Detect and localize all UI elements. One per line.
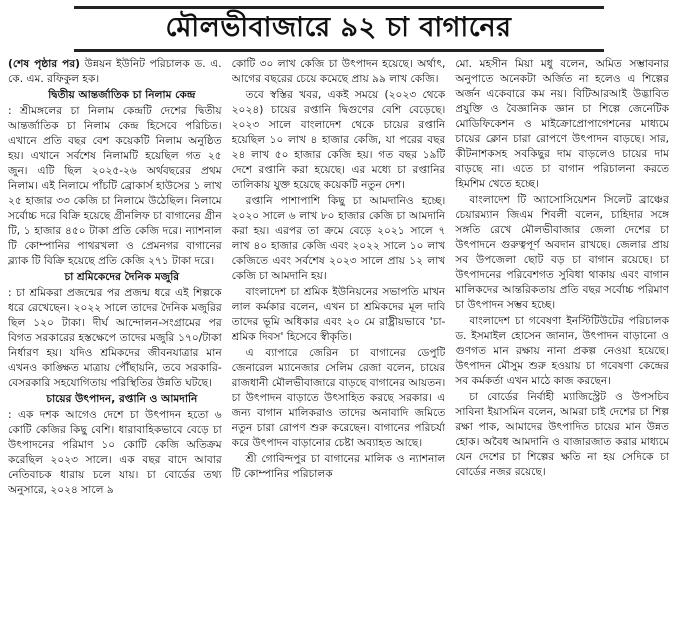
- paragraph: : এক দশক আগেও দেশে চা উৎপাদন হতো ৬ কোটি কেজির কিছু বেশি। ধারাবাহিকভাবে বেড়ে চা উৎপাদনের পরিমাণ ১০ কোটি কেজি অতিক্রম করেছিল ২০২৩ সালে। এক বছর বাদে আবার নেতিবাচক ধারায় চলে যায়। চা বোর্ডের তথ্য অনুসারে, ২০২৪ সালে ৯: [8, 409, 222, 496]
- column-3: [455, 57, 669, 627]
- subheading: দ্বিতীয় আন্তর্জাতিক চা নিলাম কেন্দ্র: [48, 89, 196, 101]
- paragraph: : চা শ্রমিকরা প্রজন্মের পর প্রজন্ম ধরে এই শিল্পকে ধরে রেখেছেন। ২০২২ সালে তাদের দৈনিক মজুরির ছিল ১২০ টাকা। দীর্ঘ আন্দোলন-সংগ্রামের পর বিগত সরকারের হস্তক্ষেপে তাদের মজুরি ১৭০/টাকা নির্ধারণ হয়। যদিও শ্রমিকদের জীবনযাত্রার মান এখনও কাঙ্ক্ষিত মাত্রায় পৌঁছায়নি, তবে সরকারি-বেসরকারি সহযোগিতায় পরিস্থিতির উন্নতি ঘটছে।: [8, 287, 222, 389]
- paragraph: শ্রী গোবিন্দপুর চা বাগানের মালিক ও ন্যাশনাল টি কোম্পানির পরিচালক: [231, 453, 446, 480]
- subheading: চা শ্রমিকেদের দৈনিক মজুরি: [64, 271, 180, 283]
- column-2: [232, 57, 446, 627]
- column-1: [8, 57, 222, 627]
- subheading: চায়ের উৎপাদন, রপ্তানি ও আমদানি: [46, 393, 198, 405]
- paragraph-text: উন্নয়ন ইউনিট পরিচালক ড. এ. কে. এম. রফিকুল হক।: [8, 58, 222, 85]
- paragraph: রপ্তানি পাশাপাশি কিছু চা আমদানিও হচ্ছে। ২০২০ সালে ৬ লাখ ৮০ হাজার কেজি চা আমদানি করা হয়। এরপর তা ক্রমে বেড়ে ২০২১ সালে ৭ লাখ ৪০ হাজার কেজি এবং ২০২২ সালে ১০ লাখ কেজিতে এবং সর্বশেষ ২০২৩ সালে প্রায় ১২ লাখ কেজি চা আমদানি হয়।: [231, 195, 446, 282]
- paragraph: মো. মহসীন মিয়া মধু বলেন, অমিত সম্ভাবনার অনুপাতে অনেকটা অর্জিত না হলেও এ শিল্পের অর্জন একেবারে কম নয়। বিটিআরআই উদ্ভাবিত প্রযুক্তি ও বৈজ্ঞানিক জ্ঞান চা শিল্পে জেনেটিক মোডিফিকেশন ও মাইক্রোপ্রোপাগেশনের মাধ্যমে চায়ের ক্লোন চারা রোপণে উৎপাদন বাড়ছে। সার, কীটনাশকসহ সবকিছুর দাম বাড়লেও চায়ের দাম বাড়ছে না। এতে চা বাগান পরিচালনা করতে হিমশিম খেতে হচ্ছে।: [455, 58, 670, 190]
- paragraph: কোটি ৩০ লাখ কেজি চা উৎপাদন হয়েছে। অর্থাৎ, আগের বছরের চেয়ে কমেছে প্রায় ৯৯ লাখ কেজি।: [231, 58, 446, 85]
- article-columns: [8, 57, 669, 627]
- paragraph: বাংলাদেশ চা শ্রমিক ইউনিয়নের সভাপতি মাখন লাল কর্মকার বলেন, এখন চা শ্রমিকদের মূল দাবি তাদের ভূমি অধিকার এবং ২০ মে রাষ্ট্রীয়ভাবে 'চা-শ্রমিক দিবস' হিসেবে স্বীকৃতি।: [231, 286, 446, 343]
- continuation-tag: (শেষ পৃষ্ঠার পর): [8, 58, 81, 70]
- paragraph: তবে স্বস্তির খবর, একই সময়ে (২০২৩ থেকে ২০২৪) চায়ের রপ্তানি দ্বিগুণের বেশি বেড়েছে। ২০২৩ সালে বাংলাদেশ থেকে চায়ের রপ্তানি হয়েছিল ১০ লাখ ৪ হাজার কেজি, যা পরের বছর ২৪ লাখ ৫০ হাজার কেজি হয়। গত বছর ১৯টি দেশে রপ্তানি করা হয়েছে। এর মধ্যে চা রপ্তানির তালিকায় যুক্ত হয়েছে কয়েকটি নতুন দেশ।: [231, 89, 446, 191]
- paragraph: : শ্রীমঙ্গলের চা নিলাম কেন্দ্রটি দেশের দ্বিতীয় আন্তর্জাতিক চা নিলাম কেন্দ্র হিসেবে পরিচিত। এখানে প্রতি বছর বেশ কয়েকটি নিলাম অনুষ্ঠিত হয়। এখানে সর্বশেষ নিলামটি হয়েছিল গত ২৫ জুন। এটি ছিল ২০২৫-২৬ অর্থবছরের প্রথম নিলাম। এই নিলামে পাঁচটি ব্রোকার্স হাউসের ১ লাখ ২৫ হাজার ৩৩ কেজি চা নিলামে উঠেছিল। নিলামে সর্বোচ্চ দরে বিক্রি হয়েছে গ্রীনলিফ চা বাগানের গ্রীন টি, ১ হাজার ৪৫০ টাকা প্রতি কেজি দরে। ন্যাশনাল টি কোম্পানির পাথরখলা ও প্রেমনগর বাগানের ব্ল্যাক টি বিক্রি হয়েছে প্রতি কেজি ২৭১ টাকা দরে।: [8, 105, 222, 267]
- paragraph: এ ব্যাপারে জেরিন চা বাগানের ডেপুটি জেনারেল ম্যানেজার সেলিম রেজা বলেন, চায়ের রাজধানী মৌলভীবাজারে বাড়ছে বাগানের আয়তন। চা উৎপাদন বাড়াতে উৎসাহিত করছে সরকার। এ জন্য বাগান মালিকরাও তাদের অনাবাদি জমিতে নতুন চারা রোপণ শুরু করেছেন। বাগানের পরিচর্যা করে উৎপাদন বাড়ানোর চেষ্টা অব্যাহত আছে।: [231, 347, 446, 449]
- paragraph: বাংলাদেশ চা গবেষণা ইনস্টিটিউটের পরিচালক ড. ইসমাইল হোসেন জানান, উৎপাদন বাড়ানো ও গুণগত মান রক্ষায় নানা প্রকল্প নেওয়া হয়েছে। উৎপাদন মৌসুম শুরু হওয়ায় চা গবেষণা কেন্দ্রের সব কর্মকর্তা এখন মাঠে কাজ করছেন।: [455, 315, 670, 387]
- article-headline: মৌলভীবাজারে ৯২ চা বাগানের: [165, 11, 512, 43]
- paragraph: চা বোর্ডের নির্বাহী ম্যাজিস্ট্রেট ও উপসচিব সাবিনা ইয়াসমিন বলেন, আমরা চাই দেশের চা শিল্প রক্ষা পাক, আমাদের উৎপাদিত চায়ের মান উন্নত হোক। অবৈধ আমদানি ও বাজারজাত করার মাধ্যমে যেন দেশের চা শিল্পের ক্ষতি না হয় সেদিকে চা বোর্ডের নজর রয়েছে।: [455, 391, 670, 478]
- paragraph: [8, 57, 222, 87]
- headline-box: [74, 6, 604, 52]
- paragraph: বাংলাদেশ টি অ্যাসোসিয়েশন সিলেট ব্রাঞ্চের চেয়ারম্যান জিএম শিবলী বলেন, চাহিদার সঙ্গে সঙ্গতি রেখে মৌলভীবাজার জেলা দেশের চা উৎপাদনে গুরুত্বপূর্ণ অবদান রাখছে। জেলার প্রায় সব উপজেলা ছোট বড় চা বাগান রয়েছে। চা উৎপাদনের পরিবেশগত সুবিধা থাকায় এবং বাগান মালিকদের আন্তরিকতায় প্রতি বছর সর্বোচ্চ পরিমাণ চা উৎপাদন সম্ভব হচ্ছে।: [455, 194, 670, 311]
